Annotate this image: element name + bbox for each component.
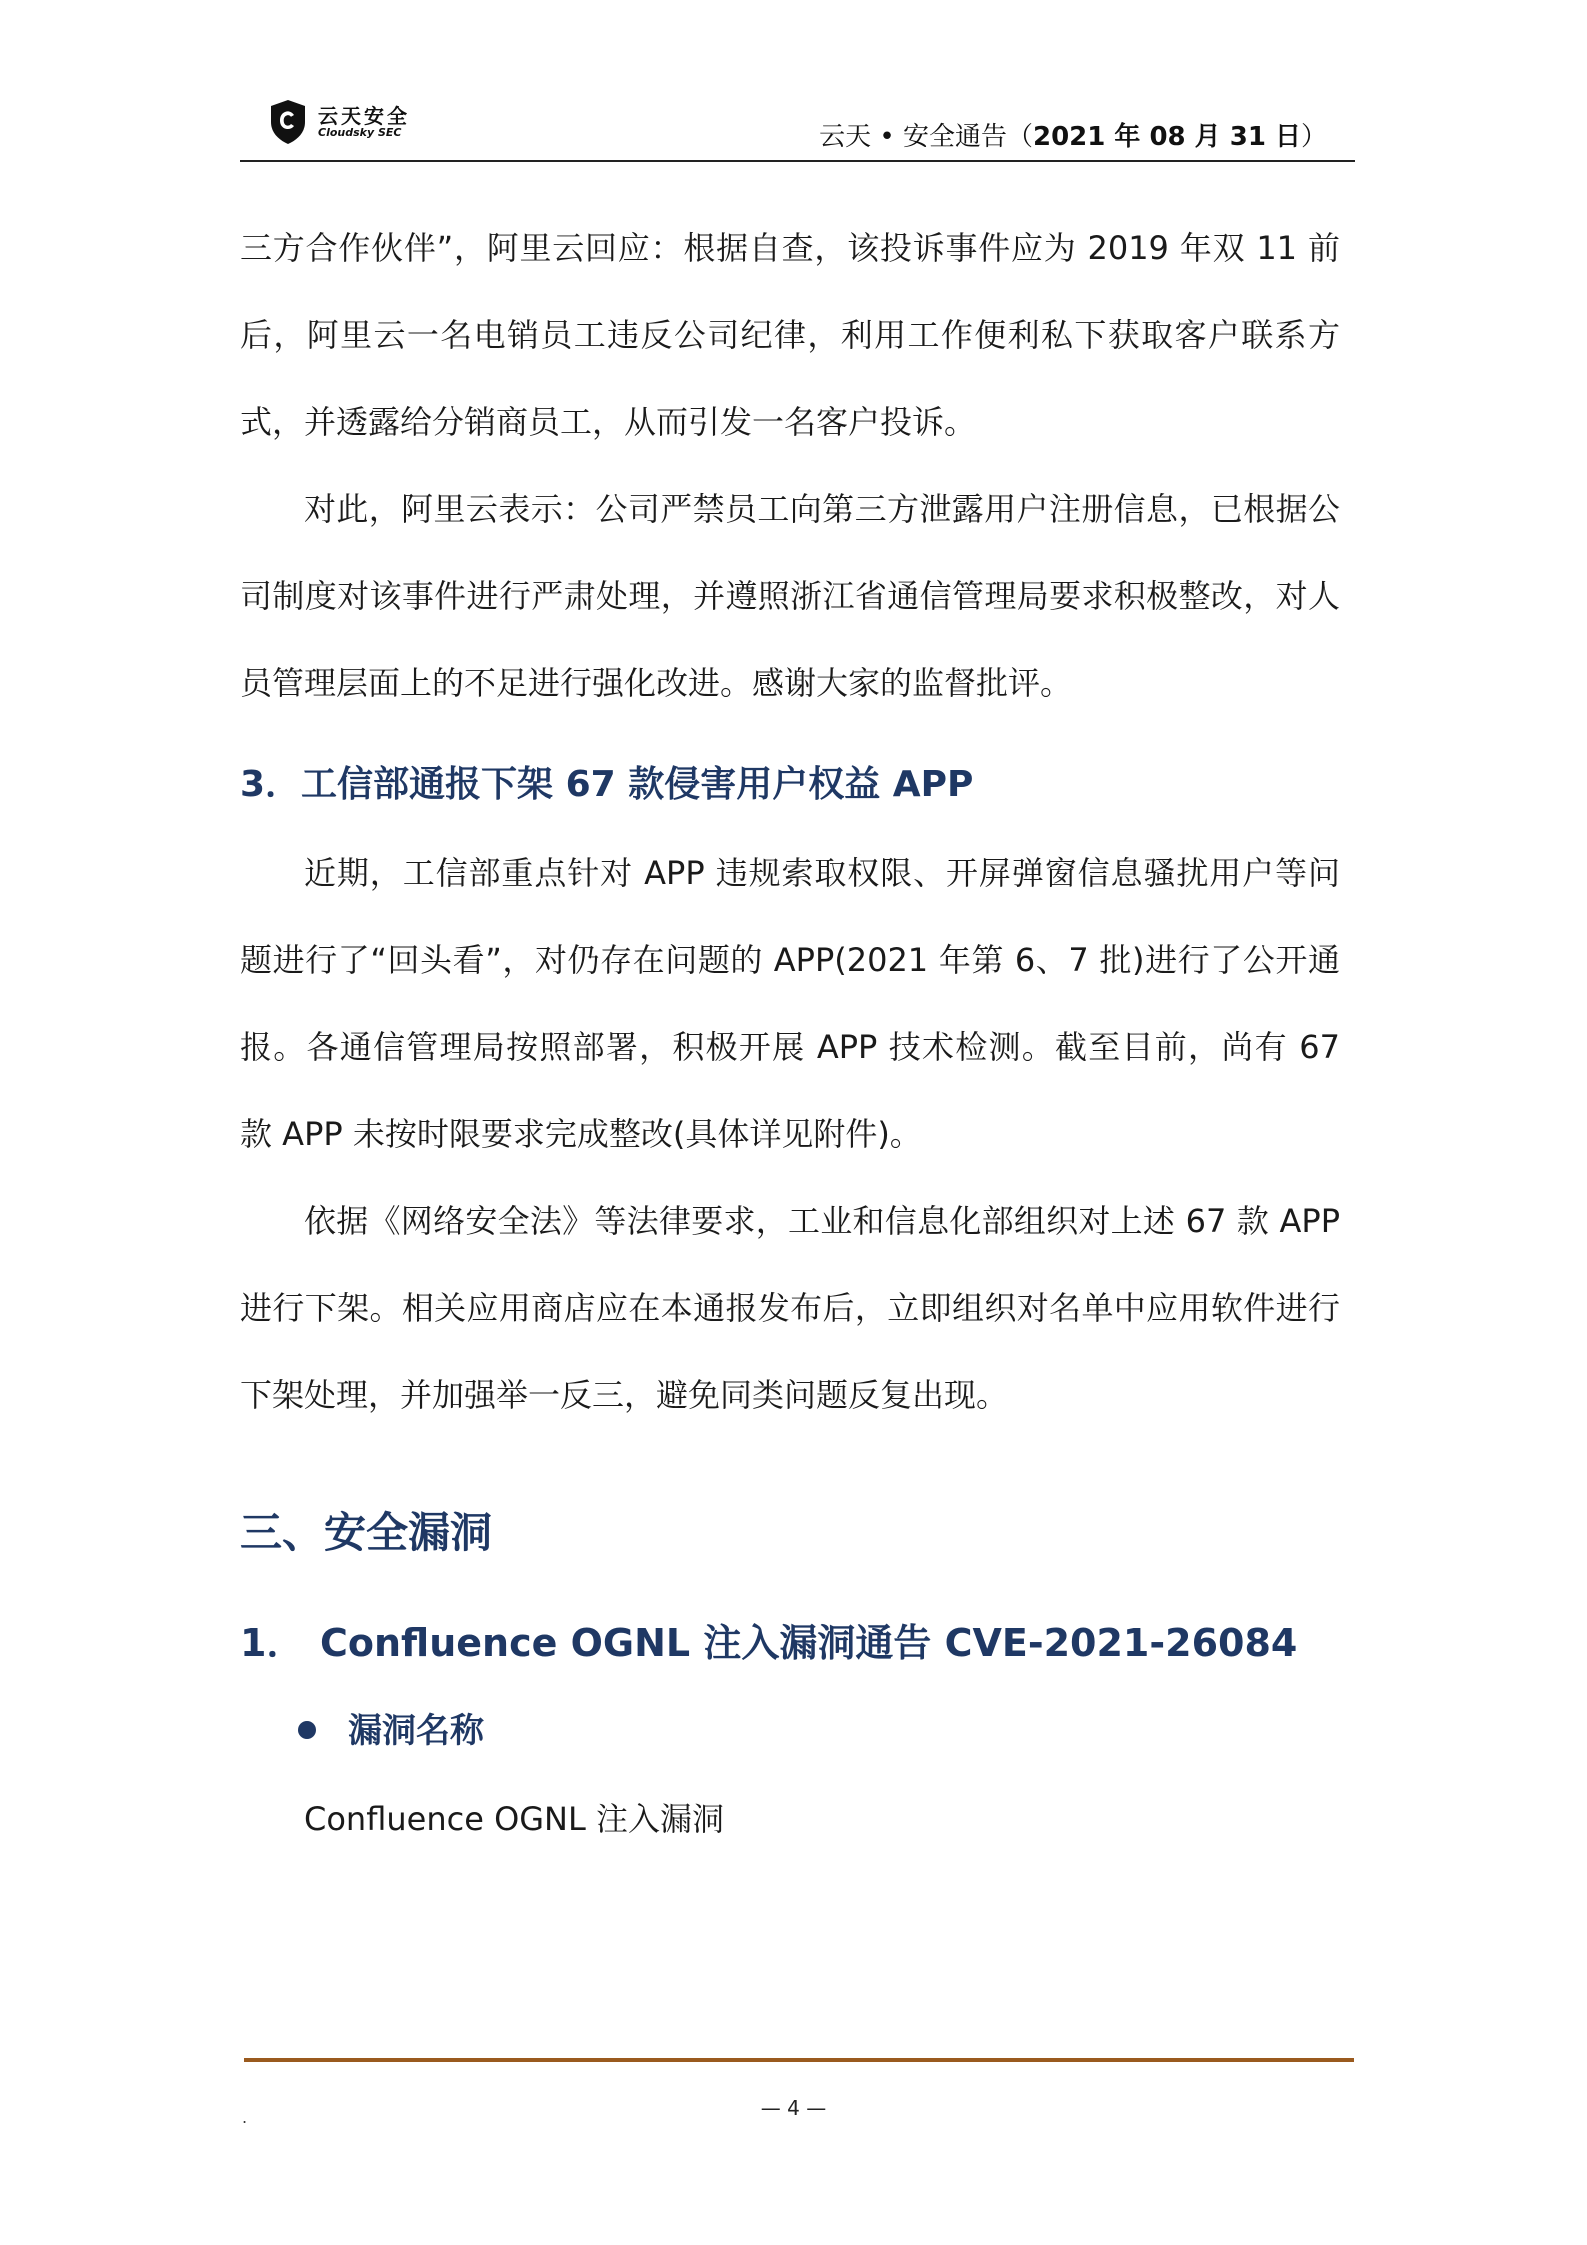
header-title: [819, 116, 1327, 153]
page-number: — 4 —: [760, 2096, 827, 2120]
vulnerability-number: 1．: [240, 1621, 305, 1665]
paragraph: 对此，阿里云表示：公司严禁员工向第三方泄露用户注册信息，已根据公司制度对该事件进行严肃处理，并遵照浙江省通信管理局要求积极整改，对人员管理层面上的不足进行强化改进。感谢大家的监督批评。: [240, 490, 1340, 702]
bullet-dot-icon: [298, 1721, 316, 1739]
vulnerability-title: Confluence OGNL 注入漏洞通告 CVE-2021-26084: [320, 1621, 1298, 1665]
header-title-prefix: 云天 • 安全通告（: [819, 122, 1033, 152]
page-header: [240, 88, 1355, 162]
paragraph: 三方合作伙伴”，阿里云回应：根据自查，该投诉事件应为 2019 年双 11 前后，阿里云一名电销员工违反公司纪律，利用工作便利私下获取客户联系方式，并透露给分销商员工，从而引发一名客户投诉。: [240, 229, 1340, 441]
body-text-section3: [240, 830, 1340, 1439]
footer-mark: .: [242, 2108, 248, 2127]
logo-english-name: Cloudsky SEC: [318, 126, 402, 139]
paragraph: 近期，工信部重点针对 APP 违规索取权限、开屏弹窗信息骚扰用户等问题进行了“回头看”，对仍存在问题的 APP(2021 年第 6、7 批)进行了公开通报。各通信管理局按照部署，积极开展 APP 技术检测。截至目前，尚有 67 款 APP 未按时限要求完成整改(具体详见附件)。: [240, 854, 1340, 1153]
footer-divider: [244, 2058, 1354, 2062]
bullet-heading: [298, 1703, 484, 1752]
body-text-top: [240, 205, 1340, 727]
vulnerability-name-value: Confluence OGNL 注入漏洞: [304, 1800, 724, 1838]
logo-chinese-name: 云天安全: [318, 104, 410, 128]
shield-logo-icon: [268, 98, 308, 146]
section-heading: 3．工信部通报下架 67 款侵害用户权益 APP: [240, 764, 974, 805]
logo: [268, 98, 448, 148]
header-title-suffix: ）: [1300, 122, 1327, 152]
bullet-heading-label: 漏洞名称: [348, 1711, 484, 1751]
vulnerability-heading: [240, 1612, 1297, 1667]
chapter-heading: 三、安全漏洞: [240, 1508, 493, 1557]
header-date: 2021 年 08 月 31 日: [1032, 122, 1301, 152]
paragraph: 依据《网络安全法》等法律要求，工业和信息化部组织对上述 67 款 APP 进行下架。相关应用商店应在本通报发布后，立即组织对名单中应用软件进行下架处理，并加强举一反三，避免同类问题反复出现。: [240, 1202, 1340, 1414]
